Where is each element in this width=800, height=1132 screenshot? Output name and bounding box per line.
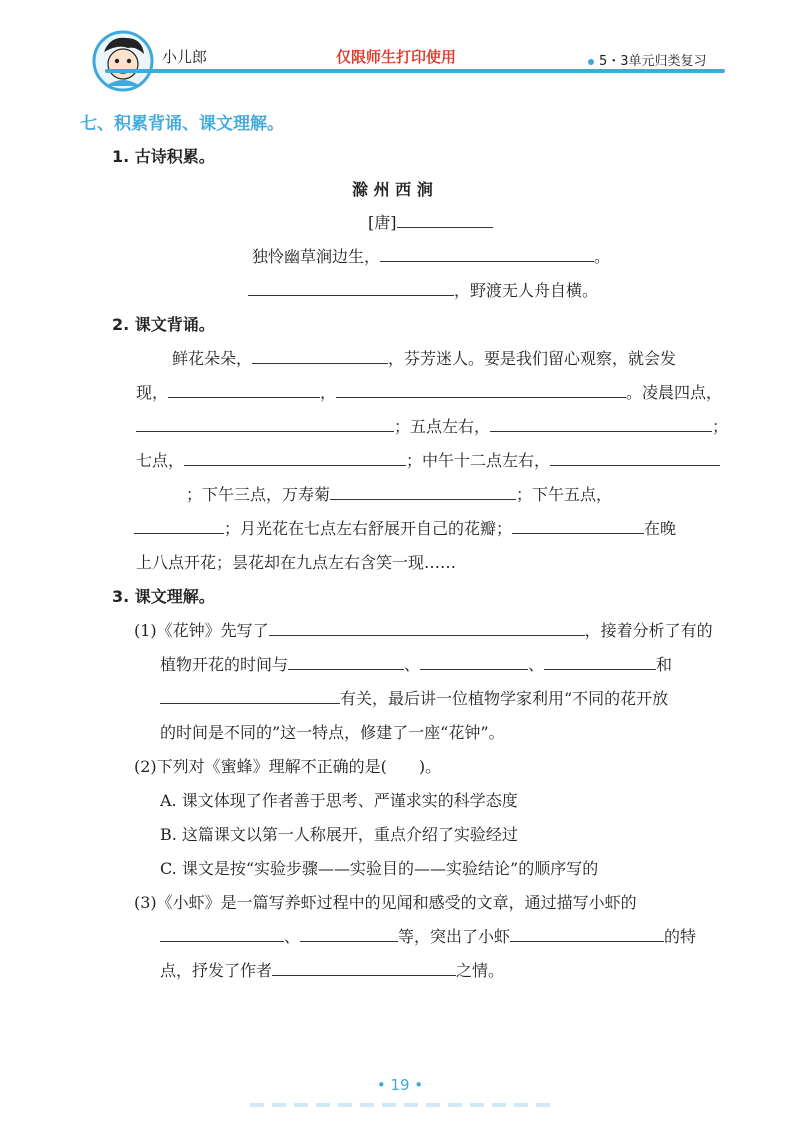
q3-text: 有关，最后讲一位植物学家利用“不同的花开放 — [340, 689, 669, 708]
q3-part1-line2 — [160, 652, 672, 675]
q3-part2-question: (2)下列对《蜜蜂》理解不正确的是( )。 — [134, 757, 442, 776]
unit-subtitle — [588, 50, 707, 69]
q2-text: ； — [712, 417, 729, 436]
footer-decoration — [250, 1103, 550, 1107]
q3-option-b[interactable]: B. 这篇课文以第一人称展开，重点介绍了实验经过 — [160, 825, 518, 844]
q3-part3-line2 — [160, 924, 696, 947]
q1-heading: 1. 古诗积累。 — [112, 147, 215, 166]
q2-blank[interactable] — [550, 449, 720, 466]
q3-text: 、 — [528, 655, 545, 674]
q2-text: ；下午五点， — [516, 485, 613, 504]
page-number: • 19 • — [376, 1076, 424, 1094]
q2-text: ；下午三点，万寿菊 — [186, 485, 331, 504]
q2-line-7: 上八点开花；昙花却在九点左右含笑一现…… — [136, 553, 457, 572]
q2-text: 现， — [136, 383, 169, 402]
q3-blank[interactable] — [288, 653, 404, 670]
q2-text: ， — [320, 383, 337, 402]
q2-text: ；中午十二点左右， — [406, 451, 551, 470]
q3-text: 的特 — [664, 927, 697, 946]
q3-part3-line3 — [160, 958, 504, 981]
q2-blank[interactable] — [184, 449, 406, 466]
q3-blank[interactable] — [544, 653, 656, 670]
poem-line-2 — [248, 278, 598, 301]
q2-text: ；月光花在七点左右舒展开自己的花瓣； — [224, 519, 513, 538]
brand-name: 小儿郎 — [162, 48, 208, 66]
author-blank[interactable] — [397, 211, 493, 228]
q2-text: 七点， — [136, 451, 185, 470]
q2-blank[interactable] — [136, 415, 394, 432]
q3-text: 植物开花的时间与 — [160, 655, 289, 674]
q2-text: ；五点左右， — [394, 417, 491, 436]
q3-blank[interactable] — [420, 653, 528, 670]
q2-blank[interactable] — [330, 483, 516, 500]
poem-line-1-end: 。 — [594, 247, 611, 266]
q3-blank[interactable] — [510, 925, 664, 942]
q2-line-2 — [136, 380, 722, 403]
q2-blank[interactable] — [252, 347, 388, 364]
q2-line-5 — [186, 482, 612, 505]
q3-blank[interactable] — [160, 687, 340, 704]
q3-text: (1)《花钟》先写了 — [134, 621, 269, 640]
q3-text: ，接着分析了有的 — [584, 621, 713, 640]
poem-line-2-text: ，野渡无人舟自横。 — [454, 281, 599, 300]
q2-text: 鲜花朵朵， — [172, 349, 253, 368]
poem-line-1-text: 独怜幽草涧边生， — [252, 247, 381, 266]
mascot-logo — [92, 30, 154, 92]
q3-part3-line1: (3)《小虾》是一篇写养虾过程中的见闻和感受的文章，通过描写小虾的 — [134, 893, 637, 912]
q3-blank[interactable] — [300, 925, 398, 942]
q2-blank[interactable] — [134, 517, 224, 534]
q3-option-c[interactable]: C. 课文是按“实验步骤——实验目的——实验结论”的顺序写的 — [160, 859, 599, 878]
header-rule — [105, 69, 725, 73]
q2-text: 在晚 — [644, 519, 677, 538]
poem-blank-1[interactable] — [380, 245, 594, 262]
section-title: 七、积累背诵、课文理解。 — [80, 114, 284, 134]
q2-blank[interactable] — [512, 517, 644, 534]
q3-part1-line1 — [134, 618, 713, 641]
poem-blank-2[interactable] — [248, 279, 454, 296]
q3-option-a[interactable]: A. 课文体现了作者善于思考、严谨求实的科学态度 — [160, 791, 518, 810]
q3-part1-line4: 的时间是不同的”这一特点，修建了一座“花钟”。 — [160, 723, 505, 742]
q3-text: 之情。 — [456, 961, 505, 980]
q3-text: 等，突出了小虾 — [398, 927, 511, 946]
q2-blank[interactable] — [490, 415, 712, 432]
q2-line-1 — [172, 346, 676, 369]
poem-line-1 — [252, 244, 610, 267]
poem-author-line: [唐] — [368, 210, 493, 233]
q2-heading: 2. 课文背诵。 — [112, 315, 215, 334]
q2-line-4 — [136, 448, 720, 471]
q3-text: 和 — [656, 655, 673, 674]
q2-text: 。凌晨四点， — [626, 383, 723, 402]
q3-blank[interactable] — [269, 619, 585, 636]
q3-text: 点，抒发了作者 — [160, 961, 273, 980]
q2-line-3 — [136, 414, 728, 437]
q2-blank[interactable] — [168, 381, 320, 398]
poem-title: 滁 州 西 涧 — [352, 180, 433, 199]
bullet-dot-icon — [588, 59, 594, 65]
q2-line-6 — [134, 516, 676, 539]
q2-text: ，芬芳迷人。要是我们留心观察，就会发 — [388, 349, 677, 368]
q3-blank[interactable] — [272, 959, 456, 976]
q3-part1-line3 — [160, 686, 668, 709]
poem-dynasty: 唐 — [374, 213, 391, 232]
q2-blank[interactable] — [336, 381, 626, 398]
q3-text: 、 — [284, 927, 301, 946]
q3-text: 、 — [404, 655, 421, 674]
unit-subtitle-text: 5・3单元归类复习 — [599, 54, 707, 69]
print-notice: 仅限师生打印使用 — [336, 48, 457, 66]
q3-blank[interactable] — [160, 925, 284, 942]
q3-heading: 3. 课文理解。 — [112, 587, 215, 606]
